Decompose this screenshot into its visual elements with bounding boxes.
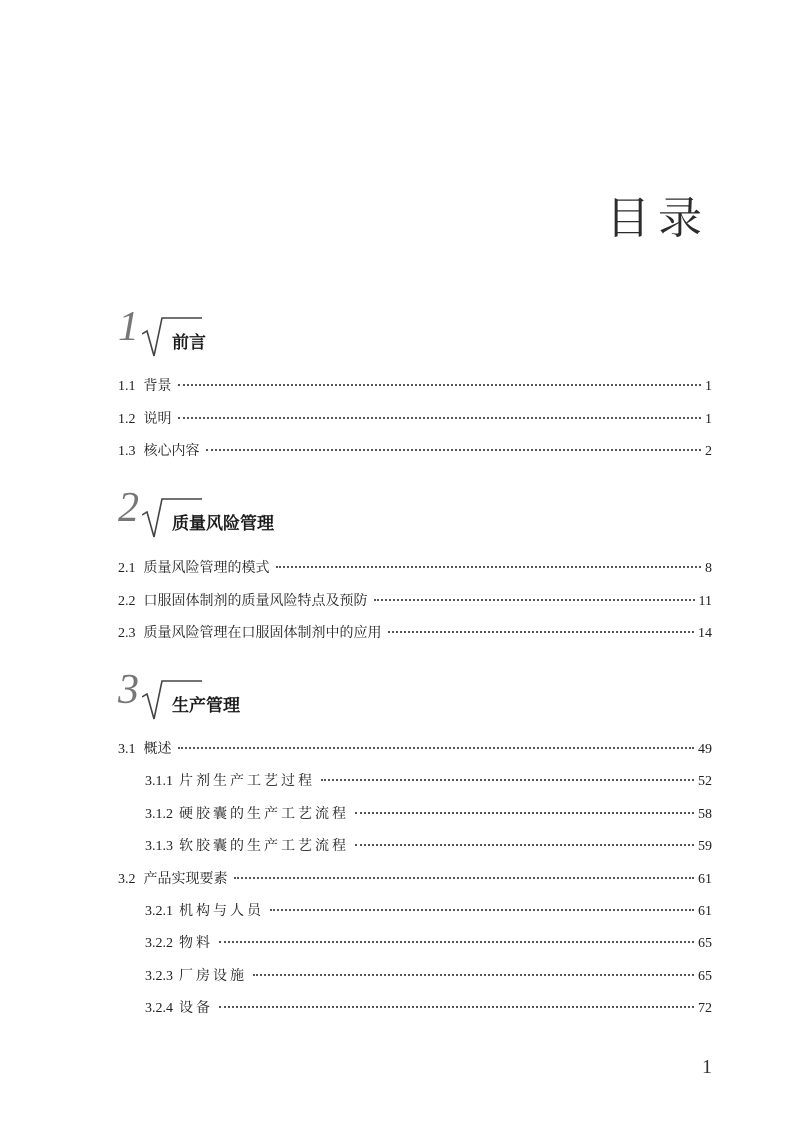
- toc-entry-3-2-1[interactable]: [145, 901, 712, 921]
- entry-number: 3.2.2: [145, 936, 173, 951]
- chapter-title: 前言: [172, 333, 206, 353]
- chapter-title: 质量风险管理: [172, 514, 274, 534]
- dot-leader: [253, 962, 694, 976]
- entry-page: 59: [698, 839, 712, 854]
- entry-number: 3.1: [118, 742, 136, 757]
- entry-number: 1.2: [118, 412, 136, 427]
- entry-page: 65: [698, 936, 712, 951]
- entry-label: 概述: [143, 741, 172, 757]
- entry-page: 1: [705, 412, 712, 427]
- chapter-number: 1: [118, 304, 139, 350]
- dot-leader: [219, 929, 694, 943]
- entry-number: 3.1.3: [145, 839, 173, 854]
- entry-number: 2.2: [118, 594, 136, 609]
- dot-leader: [178, 372, 702, 386]
- toc-entry-3-2-4[interactable]: [145, 998, 712, 1018]
- entry-page: 14: [698, 626, 712, 641]
- entry-page: 1: [705, 379, 712, 394]
- entry-label: 核心内容: [143, 443, 200, 459]
- dot-leader: [270, 897, 694, 911]
- toc-entry-3-2-2[interactable]: [145, 933, 712, 953]
- entry-label: 产品实现要素: [143, 871, 228, 887]
- entry-label: 硬胶囊的生产工艺流程: [179, 806, 349, 822]
- toc-entry-3-1[interactable]: [118, 739, 712, 759]
- chapter-heading-1: [118, 306, 718, 366]
- dot-leader: [374, 587, 695, 601]
- toc-entry-1-2[interactable]: [118, 409, 712, 429]
- entry-label: 质量风险管理的模式: [143, 560, 270, 576]
- entry-number: 3.2.1: [145, 904, 173, 919]
- toc-entry-3-1-2[interactable]: [145, 804, 712, 824]
- entry-label: 物料: [179, 935, 213, 951]
- chapter-number: 2: [118, 485, 139, 531]
- entry-page: 2: [705, 444, 712, 459]
- entry-page: 52: [698, 774, 712, 789]
- chapter-title: 生产管理: [172, 696, 240, 716]
- entry-number: 3.2.3: [145, 969, 173, 984]
- toc-entry-3-2-3[interactable]: [145, 966, 712, 986]
- entry-page: 61: [698, 872, 712, 887]
- entry-number: 2.3: [118, 626, 136, 641]
- dot-leader: [178, 735, 695, 749]
- toc-entry-2-1[interactable]: [118, 558, 712, 578]
- entry-page: 58: [698, 807, 712, 822]
- toc-entry-2-2[interactable]: [118, 591, 712, 611]
- entry-page: 11: [698, 594, 712, 609]
- entry-number: 1.3: [118, 444, 136, 459]
- dot-leader: [234, 865, 695, 879]
- entry-label: 背景: [143, 378, 172, 394]
- chapter-heading-2: [118, 487, 718, 547]
- entry-label: 质量风险管理在口服固体制剂中的应用: [143, 625, 382, 641]
- page-number: 1: [702, 1056, 712, 1078]
- entry-page: 65: [698, 969, 712, 984]
- entry-page: 61: [698, 904, 712, 919]
- entry-label: 机构与人员: [179, 903, 264, 919]
- chapter-heading-3: [118, 669, 718, 729]
- entry-number: 3.2: [118, 872, 136, 887]
- toc-entry-1-3[interactable]: [118, 441, 712, 461]
- dot-leader: [388, 619, 695, 633]
- dot-leader: [276, 554, 702, 568]
- chapter-number: 3: [118, 667, 139, 713]
- toc-entry-2-3[interactable]: [118, 623, 712, 643]
- dot-leader: [178, 405, 702, 419]
- toc-entry-1-1[interactable]: [118, 376, 712, 396]
- toc-entry-3-1-3[interactable]: [145, 836, 712, 856]
- entry-label: 软胶囊的生产工艺流程: [179, 838, 349, 854]
- entry-label: 口服固体制剂的质量风险特点及预防: [143, 593, 368, 609]
- entry-label: 说明: [143, 411, 172, 427]
- dot-leader: [355, 832, 694, 846]
- entry-page: 8: [705, 561, 712, 576]
- entry-number: 3.1.1: [145, 774, 173, 789]
- entry-page: 72: [698, 1001, 712, 1016]
- dot-leader: [355, 800, 694, 814]
- entry-number: 1.1: [118, 379, 136, 394]
- dot-leader: [219, 994, 694, 1008]
- page-title: 目录: [606, 193, 710, 244]
- entry-label: 片剂生产工艺过程: [179, 773, 315, 789]
- toc-entry-3-1-1[interactable]: [145, 771, 712, 791]
- entry-label: 厂房设施: [179, 968, 247, 984]
- dot-leader: [206, 437, 702, 451]
- entry-number: 3.1.2: [145, 807, 173, 822]
- dot-leader: [321, 767, 694, 781]
- toc-entry-3-2[interactable]: [118, 869, 712, 889]
- entry-number: 2.1: [118, 561, 136, 576]
- entry-page: 49: [698, 742, 712, 757]
- entry-number: 3.2.4: [145, 1001, 173, 1016]
- entry-label: 设备: [179, 1000, 213, 1016]
